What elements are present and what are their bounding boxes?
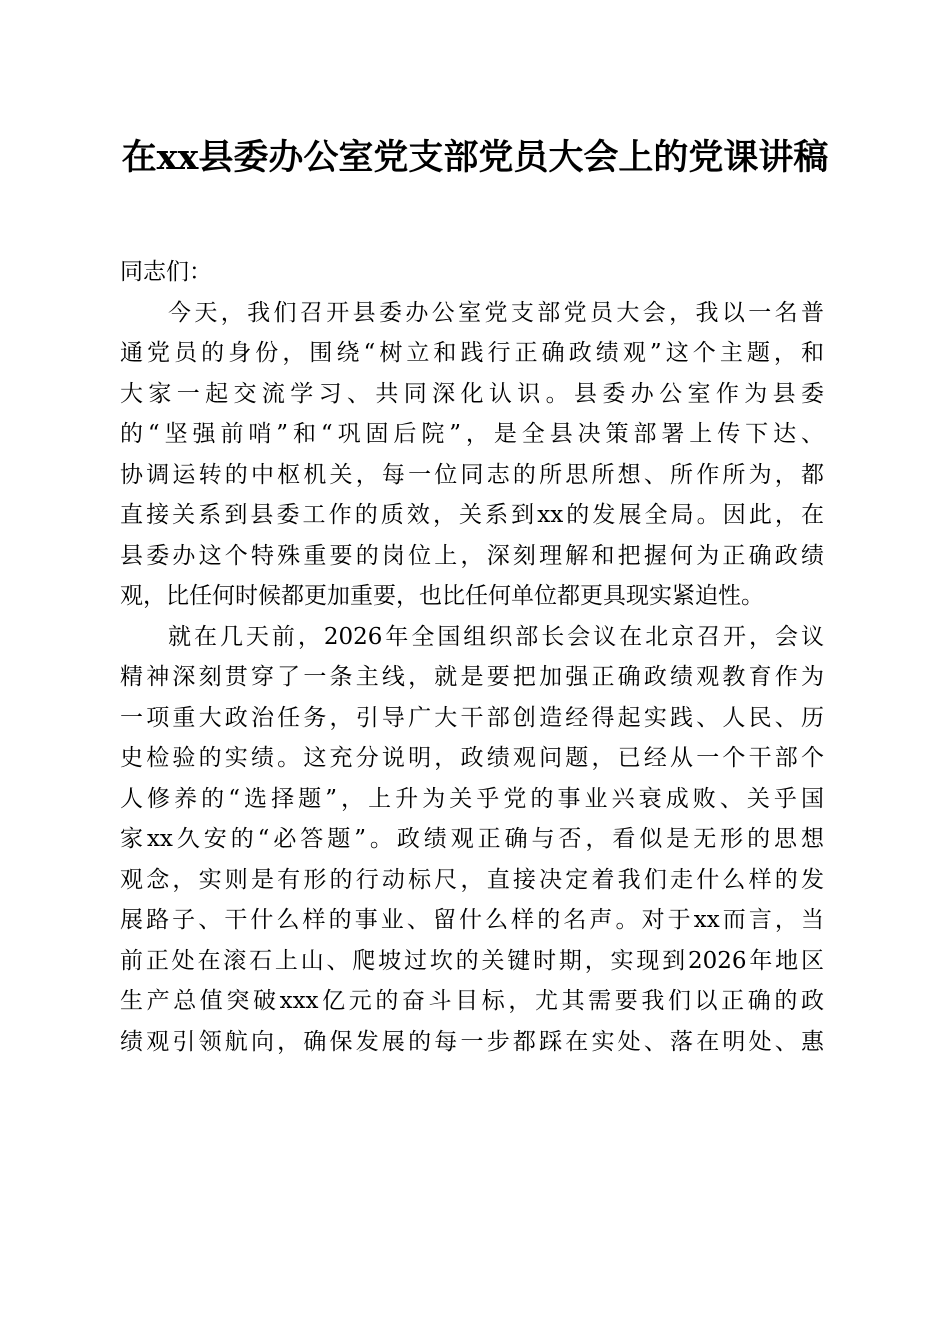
text-line: 大家一起交流学习、共同深化认识。县委办公室作为县委 <box>120 380 824 407</box>
paragraph-1 <box>120 293 824 617</box>
text-line: 一项重大政治任务，引导广大干部创造经得起实践、人民、历 <box>120 704 824 731</box>
text-line: 观，比任何时候都更加重要，也比任何单位都更具现实紧迫性。 <box>120 583 764 609</box>
text-line: 生产总值突破xxx亿元的奋斗目标，尤其需要我们以正确的政 <box>120 988 824 1014</box>
document-body <box>120 252 824 1062</box>
paragraph-2 <box>120 617 824 1063</box>
text-line: 展路子、干什么样的事业、留什么样的名声。对于xx而言，当 <box>120 907 824 933</box>
text-line: 今天，我们召开县委办公室党支部党员大会，我以一名普 <box>168 299 824 326</box>
text-line: 史检验的实绩。这充分说明，政绩观问题，已经从一个干部个 <box>120 745 824 771</box>
text-line: 就在几天前，2026年全国组织部长会议在北京召开，会议 <box>168 623 824 650</box>
salutation: 同志们： <box>120 259 212 285</box>
text-line: 人修养的“选择题”，上升为关乎党的事业兴衰成败、关乎国 <box>120 785 824 812</box>
text-line: 通党员的身份，围绕“树立和践行正确政绩观”这个主题，和 <box>120 340 824 366</box>
text-line: 前正处在滚石上山、爬坡过坎的关键时期，实现到2026年地区 <box>120 947 824 974</box>
document-title: 在xx县委办公室党支部党员大会上的党课讲稿 <box>121 137 829 178</box>
text-line: 绩观引领航向，确保发展的每一步都踩在实处、落在明处、惠 <box>120 1028 824 1055</box>
text-line: 县委办这个特殊重要的岗位上，深刻理解和把握何为正确政绩 <box>120 542 824 569</box>
text-line: 直接关系到县委工作的质效，关系到xx的发展全局。因此，在 <box>120 502 824 528</box>
text-line: 的“坚强前哨”和“巩固后院”，是全县决策部署上传下达、 <box>120 421 824 447</box>
text-line: 家xx久安的“必答题”。政绩观正确与否，看似是无形的思想 <box>120 826 824 852</box>
text-line: 观念，实则是有形的行动标尺，直接决定着我们走什么样的发 <box>120 866 824 893</box>
text-line: 精神深刻贯穿了一条主线，就是要把加强正确政绩观教育作为 <box>120 664 824 690</box>
text-line: 协调运转的中枢机关，每一位同志的所思所想、所作所为，都 <box>120 461 824 488</box>
